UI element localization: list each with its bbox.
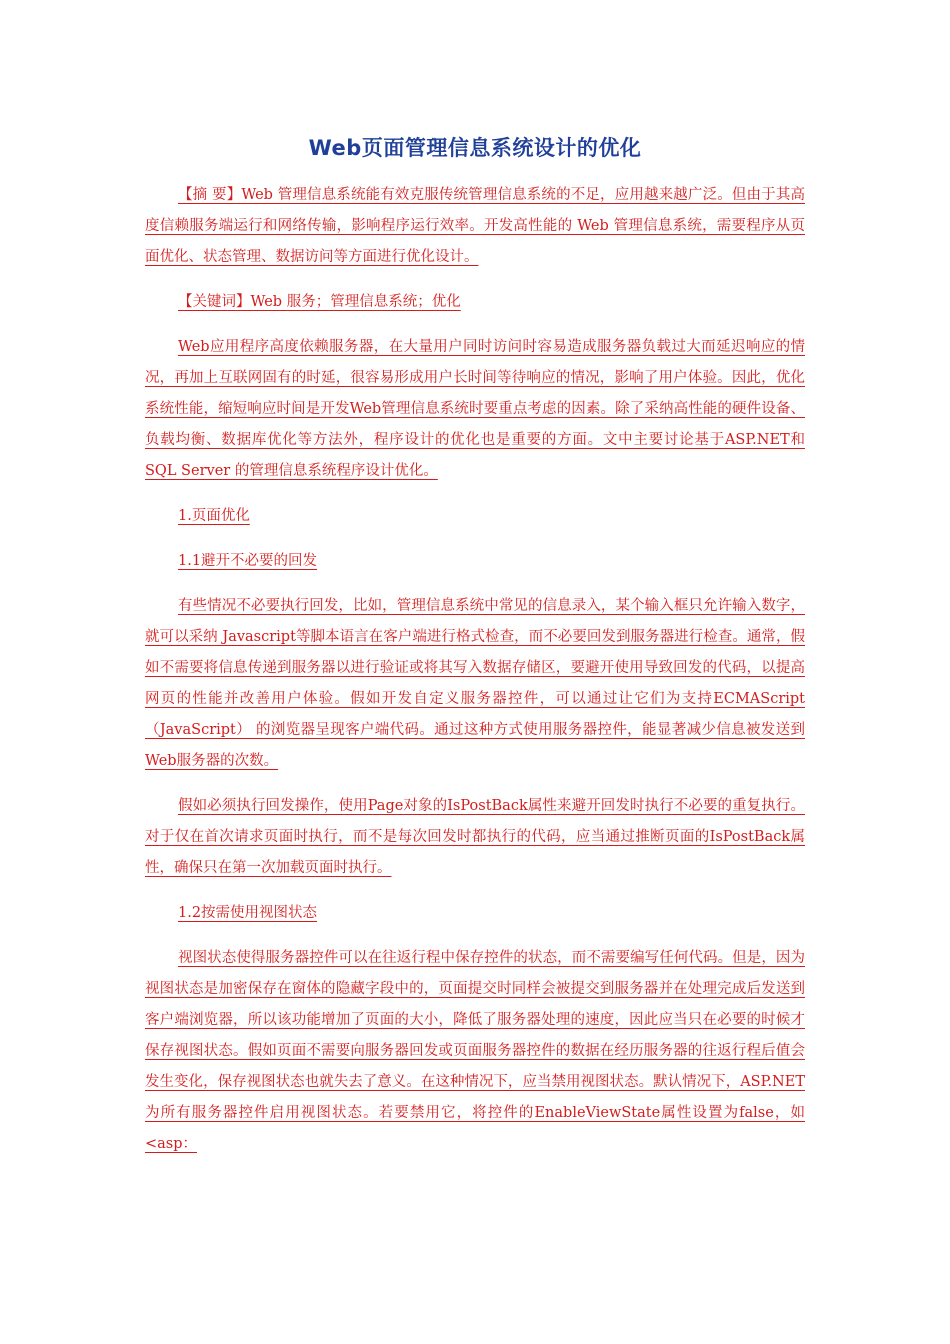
- section-heading-1-1: [145, 546, 805, 577]
- section-heading-1-text: 1.页面优化: [178, 508, 250, 524]
- section-1-1-paragraph-1: [145, 591, 805, 777]
- section-1-2-paragraph-1: [145, 943, 805, 1160]
- section-heading-1-2-text: 1.2按需使用视图状态: [178, 905, 318, 921]
- document-title: Web页面管理信息系统设计的优化: [308, 136, 642, 160]
- intro-paragraph: [145, 332, 805, 487]
- section-heading-1-1-text: 1.1避开不必要的回发: [178, 553, 318, 569]
- section-heading-1-2: [145, 898, 805, 929]
- intro-text: Web应用程序高度依赖服务器，在大量用户同时访问时容易造成服务器负载过大而延迟响应的情况，再加上互联网固有的时延，很容易形成用户长时间等待响应的情况，影响了用户体验。因此，优化系统性能，缩短响应时间是开发Web管理信息系统时要重点考虑的因素。除了采纳高性能的硬件设备、负载均衡、数据库优化等方法外，程序设计的优化也是重要的方面。文中主要讨论基于ASP.NET和SQL Server 的管理信息系统程序设计优化。: [145, 339, 805, 479]
- section-1-1-paragraph-2: [145, 791, 805, 884]
- section-heading-1: [145, 501, 805, 532]
- keywords-text: 【关键词】Web 服务；管理信息系统；优化: [178, 294, 461, 310]
- keywords-paragraph: [145, 287, 805, 318]
- section-1-2-paragraph-1-text: 视图状态使得服务器控件可以在往返行程中保存控件的状态，而不需要编写任何代码。但是，因为视图状态是加密保存在窗体的隐藏字段中的，页面提交时同样会被提交到服务器并在处理完成后发送到客户端浏览器，所以该功能增加了页面的大小，降低了服务器处理的速度，因此应当只在必要的时候才保存视图状态。假如页面不需要向服务器回发或页面服务器控件的数据在经历服务器的往返行程后值会发生变化，保存视图状态也就失去了意义。在这种情况下，应当禁用视图状态。默认情况下，ASP.NET为所有服务器控件启用视图状态。若要禁用它，将控件的EnableViewState属性设置为false，如<asp：: [145, 950, 805, 1152]
- section-1-1-paragraph-1-text: 有些情况不必要执行回发，比如，管理信息系统中常见的信息录入，某个输入框只允许输入数字，就可以采纳 Javascript等脚本语言在客户端进行格式检查，而不必要回发到服务器进行检查。通常，假如不需要将信息传递到服务器以进行验证或将其写入数据存储区，要避开使用导致回发的代码，以提高网页的性能并改善用户体验。假如开发自定义服务器控件，可以通过让它们为支持ECMAScript（JavaScript） 的浏览器呈现客户端代码。通过这种方式使用服务器控件，能显著减少信息被发送到Web服务器的次数。: [145, 598, 805, 769]
- section-1-1-paragraph-2-text: 假如必须执行回发操作，使用Page对象的IsPostBack属性来避开回发时执行不必要的重复执行。对于仅在首次请求页面时执行，而不是每次回发时都执行的代码，应当通过推断页面的IsPostBack属性，确保只在第一次加载页面时执行。: [145, 798, 805, 876]
- abstract-paragraph: [145, 180, 805, 273]
- document-body: [145, 180, 805, 1174]
- abstract-text: 【摘 要】Web 管理信息系统能有效克服传统管理信息系统的不足，应用越来越广泛。但由于其高度信赖服务端运行和网络传输，影响程序运行效率。开发高性能的 Web 管理信息系统，需要程序从页面优化、状态管理、数据访问等方面进行优化设计。: [145, 187, 805, 265]
